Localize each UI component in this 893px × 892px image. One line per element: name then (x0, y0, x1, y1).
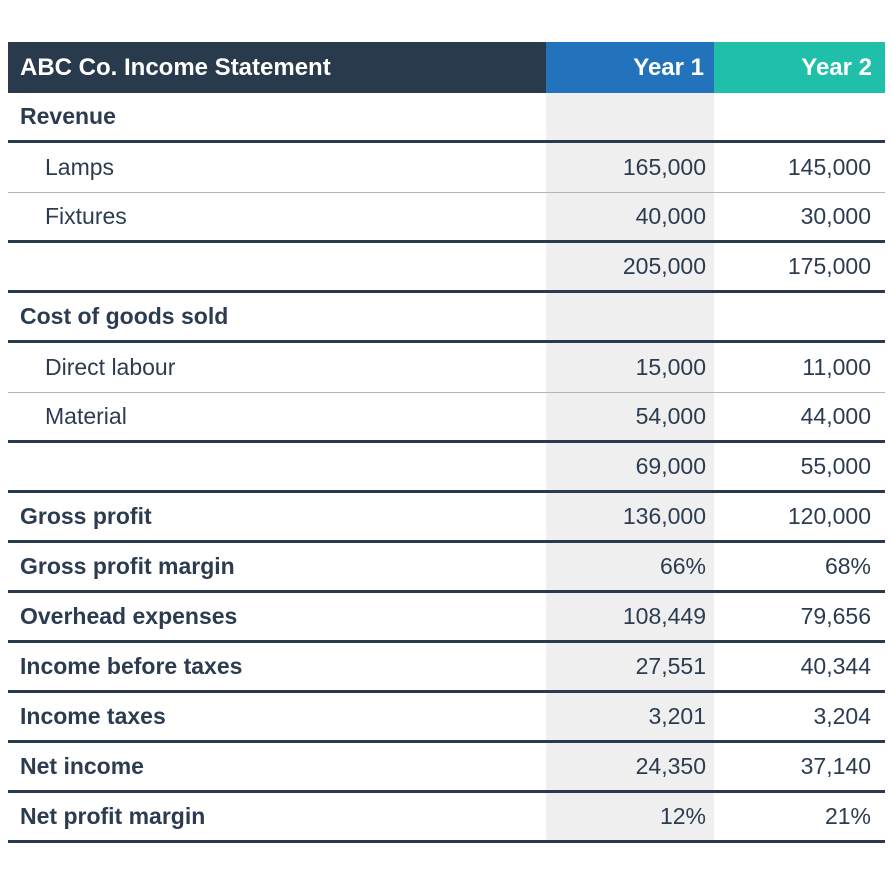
table-row (8, 293, 885, 343)
table-row (8, 343, 885, 393)
year2-value: 145,000 (787, 154, 871, 180)
year2-value: 120,000 (787, 503, 871, 529)
year2-value: 40,344 (800, 653, 871, 679)
row-label: Material (45, 403, 127, 429)
year2-value: 37,140 (800, 753, 871, 779)
table-row (8, 143, 885, 193)
table-row (8, 593, 885, 643)
table-row (8, 693, 885, 743)
year1-value: 24,350 (635, 753, 706, 779)
table-body (8, 93, 885, 843)
row-label: Lamps (45, 154, 115, 180)
year2-value: 44,000 (800, 403, 871, 429)
row-label: Gross profit margin (20, 553, 235, 579)
table-row (8, 743, 885, 793)
year1-value: 3,201 (648, 703, 706, 729)
row-label: Net profit margin (20, 803, 206, 829)
table-row (8, 493, 885, 543)
row-label: Income taxes (20, 703, 166, 729)
year1-value: 54,000 (635, 403, 706, 429)
table-header-row (8, 42, 885, 93)
year1-value: 136,000 (622, 503, 706, 529)
table-title: ABC Co. Income Statement (8, 42, 546, 93)
year2-value: 55,000 (800, 453, 871, 479)
year2-value: 79,656 (800, 603, 871, 629)
row-label: Income before taxes (20, 653, 243, 679)
row-label: Gross profit (20, 503, 152, 529)
income-statement-table (8, 42, 885, 843)
year1-value: 12% (659, 803, 706, 829)
year1-value: 40,000 (635, 203, 706, 229)
table-row (8, 543, 885, 593)
year2-value: 68% (824, 553, 871, 579)
year1-value: 15,000 (635, 354, 706, 380)
year2-value: 21% (824, 803, 871, 829)
column-header-year1: Year 1 (546, 42, 714, 93)
year2-value: 175,000 (787, 253, 871, 279)
year2-value: 3,204 (813, 703, 871, 729)
year2-value: 11,000 (802, 354, 871, 380)
row-label: Revenue (20, 103, 116, 129)
table-row (8, 193, 885, 243)
year1-value: 69,000 (635, 453, 706, 479)
table-rows (8, 93, 885, 843)
table-row (8, 243, 885, 293)
table-row (8, 93, 885, 143)
year1-value: 66% (659, 553, 706, 579)
table-row (8, 393, 885, 443)
year1-value: 205,000 (622, 253, 706, 279)
year1-value: 108,449 (622, 603, 706, 629)
table-row (8, 793, 885, 843)
row-label: Cost of goods sold (20, 303, 229, 329)
year1-value: 27,551 (635, 653, 706, 679)
table-row (8, 443, 885, 493)
row-label: Fixtures (45, 203, 127, 229)
row-label: Overhead expenses (20, 603, 238, 629)
column-header-year2: Year 2 (714, 42, 885, 93)
row-label: Direct labour (45, 354, 176, 380)
year2-value: 30,000 (800, 203, 871, 229)
row-label: Net income (20, 753, 144, 779)
table-row (8, 643, 885, 693)
year1-value: 165,000 (622, 154, 706, 180)
